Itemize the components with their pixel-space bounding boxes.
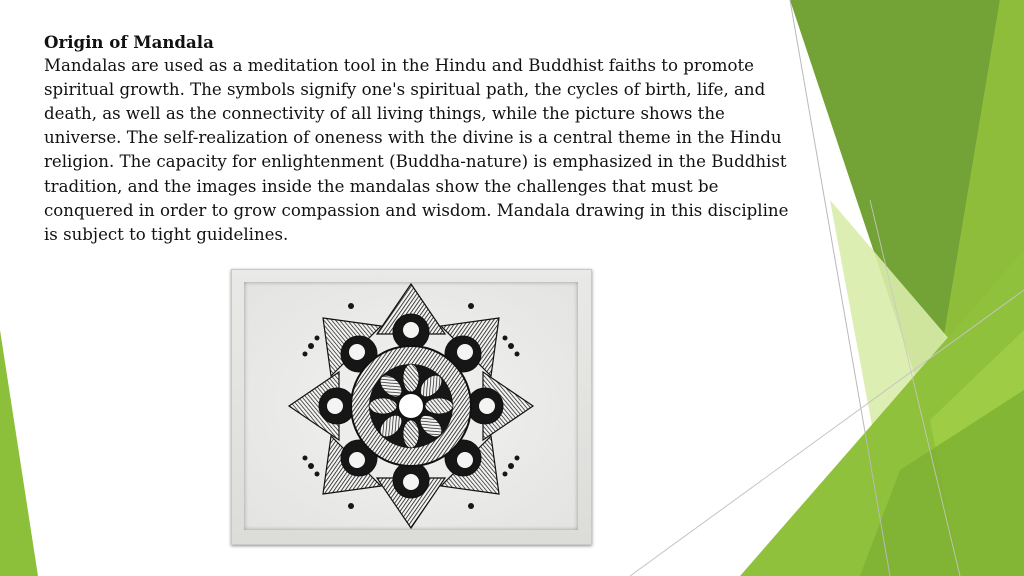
text-block: [44, 30, 789, 247]
left-green-shape: [0, 330, 38, 576]
mandala-drawing: [244, 282, 578, 530]
slide-heading: Origin of Mandala: [44, 32, 214, 52]
slide-body: Mandalas are used as a meditation tool in the Hindu and Buddhist faiths to promote spiritual growth. The symbols signify one's spiritual path, the cycles of birth, life, and death, as well as the connectivity of all living things, while the picture shows the universe. The self-realization of oneness with the divine is a central theme in the Hindu religion. The capacity for enlightenment (Buddha-nature) is emphasized in the Buddhist tradition, and the images inside the mandalas show the challenges that must be conquered in order to grow compassion and wisdom. Mandala drawing in this discipline is subject to tight guidelines.: [44, 56, 789, 244]
center-circle: [398, 393, 424, 419]
mandala-photo: [231, 269, 592, 545]
mandala-illustration: [244, 282, 578, 530]
